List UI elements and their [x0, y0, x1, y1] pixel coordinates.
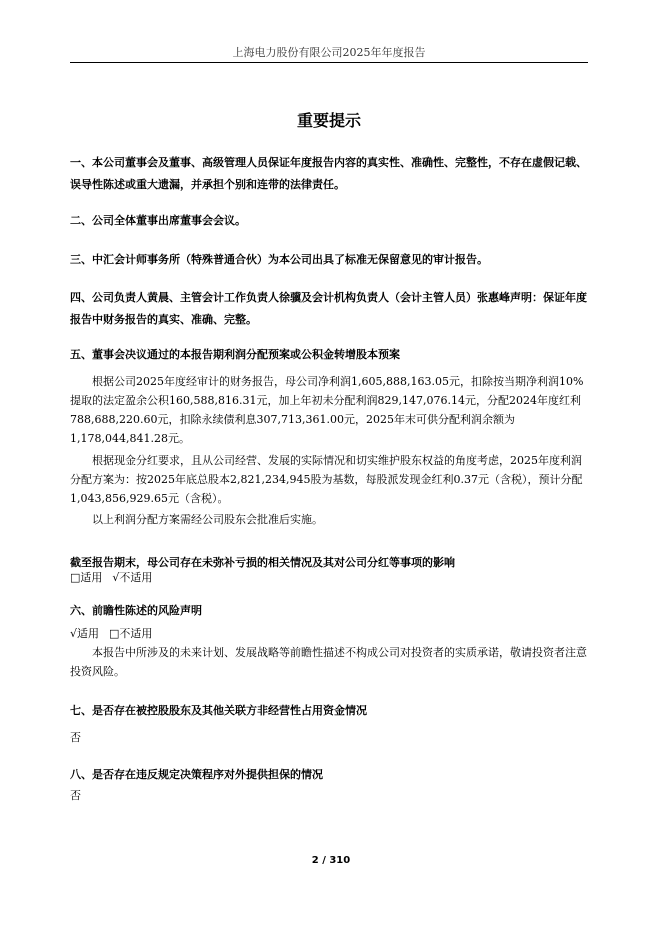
notice-item-8-answer: 否	[70, 789, 81, 802]
option-not-applicable: □不适用	[109, 627, 153, 640]
notice-item-5-heading: 五、董事会决议通过的本报告期利润分配预案或公积金转增股本预案	[70, 348, 400, 361]
option-applicable: □适用	[70, 571, 103, 584]
option-applicable: √适用	[70, 627, 100, 640]
notice-item-3: 三、中汇会计师事务所（特殊普通合伙）为本公司出具了标准无保留意见的审计报告。	[70, 253, 488, 266]
page-number: 2 / 310	[311, 855, 351, 866]
notice-item-1: 一、本公司董事会及董事、高级管理人员保证年度报告内容的真实性、准确性、完整性，不存在虚假记载、误导性陈述或重大遗漏，并承担个别和连带的法律责任。	[70, 156, 587, 191]
uncovered-loss-options	[70, 568, 590, 587]
notice-item-4: 四、公司负责人黄晨、主管会计工作负责人徐骥及会计机构负责人（会计主管人员）张惠峰声明：保证年度报告中财务报告的真实、准确、完整。	[70, 291, 587, 326]
notice-item-8-heading: 八、是否存在违反规定决策程序对外提供担保的情况	[70, 768, 323, 781]
running-header: 上海电力股份有限公司2025年年度报告	[232, 46, 426, 59]
risk-statement-options	[70, 624, 590, 643]
profit-distribution-paragraph-3: 以上利润分配方案需经公司股东会批准后实施。	[92, 513, 323, 526]
header-rule	[70, 62, 588, 63]
page-title: 重要提示	[296, 111, 361, 130]
notice-item-7-answer: 否	[70, 731, 81, 744]
notice-item-7-heading: 七、是否存在被控股股东及其他关联方非经营性占用资金情况	[70, 704, 367, 717]
option-not-applicable: √不适用	[112, 571, 153, 584]
notice-item-2: 二、公司全体董事出席董事会会议。	[70, 214, 246, 227]
notice-item-6-heading: 六、前瞻性陈述的风险声明	[70, 604, 202, 617]
uncovered-loss-heading: 截至报告期末，母公司存在未弥补亏损的相关情况及其对公司分红等事项的影响	[70, 556, 455, 569]
risk-statement-paragraph: 本报告中所涉及的未来计划、发展战略等前瞻性描述不构成公司对投资者的实质承诺，敬请投资者注意投资风险。	[70, 646, 587, 678]
profit-distribution-paragraph-1: 根据公司2025年度经审计的财务报告，母公司净利润1,605,888,163.05元，扣除按当期净利润10%提取的法定盈余公积160,588,816.31元，加上年初未分配利润829,147,076.14元，分配2024年度红利788,688,220.60元，扣除永续债利息307,713,361.00元，2025年末可供分配利润余额为1,178,044,841.28元。	[70, 375, 584, 445]
profit-distribution-paragraph-2: 根据现金分红要求，且从公司经营、发展的实际情况和切实维护股东权益的角度考虑，2025年度利润分配方案为：按2025年底总股本2,821,234,945股为基数，每股派发现金红利0.37元（含税），预计分配1,043,856,929.65元（含税）。	[70, 454, 583, 505]
